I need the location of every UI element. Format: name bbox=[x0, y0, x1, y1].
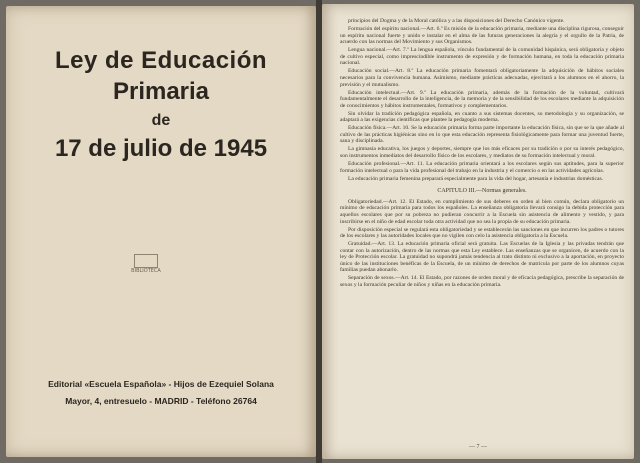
paragraph: Formación del espíritu nacional.—Art. 6.º Es misión de la educación primaria, mediante una disciplina rigurosa, conseguir un espíritu nacional fuerte y unido e instalar en el alma de las futuras generaciones la alegría y el orgullo de la Patria, de acuerdo con las normas del Movimiento y sus Organismos. bbox=[340, 25, 624, 46]
cover-page bbox=[6, 6, 316, 457]
library-stamp-text: BIBLIOTECA bbox=[131, 268, 161, 274]
paragraph: principios del Dogma y de la Moral católica y a las disposiciones del Derecho Canónico vigente. bbox=[348, 18, 565, 24]
title-line-1: Ley de Educación bbox=[54, 47, 268, 74]
page-number: — 7 — bbox=[469, 444, 487, 450]
cover-title bbox=[6, 46, 316, 164]
paragraph: Separación de sexos.—Art. 14. El Estado, por razones de orden moral y de eficacia pedagógica, prescribe la separación de sexos y la formación peculiar de niños y niñas en la educación primaria. bbox=[340, 275, 624, 289]
paragraph: Educación física.—Art. 10. Se la educación primaria forma parte importante la educación física, sin que se la que añade al cultivo de las prácticas higiénicas sino en lo que esta educación representa fisiológicamente para formar una juventud fuerte, sana y disciplinada. bbox=[340, 125, 624, 145]
paragraph: Por disposición especial se regulará esta obligatoriedad y se establecerán las sanciones en que incurren los padres o tutores de los escolares y las autoridades locales que no vigilen con celo la asistencia obligatoria a la Escuela. bbox=[340, 226, 624, 240]
publisher-line-1: Editorial «Escuela Española» - Hijos de Ezequiel Solana bbox=[48, 379, 274, 389]
publisher-block bbox=[6, 376, 316, 410]
title-line-3: de bbox=[151, 112, 171, 129]
paragraph: La educación primaria femenina preparará especialmente para la vida del hogar, artesanía e industrias domésticas. bbox=[348, 175, 604, 182]
paragraph: Educación profesional.—Art. 11. La educación primaria orientará a los escolares según sus aptitudes, para la superior formación intelectual o para la vida profesional del trabajo en la industria y el comercio o en las actividades agrícolas. bbox=[340, 161, 624, 174]
law-text bbox=[340, 18, 624, 290]
title-line-2: Primaria bbox=[112, 78, 210, 105]
paragraph: La gimnasia educativa, los juegos y deportes, siempre que los más eficaces por su tradición o por su interés pedagógico, son instrumentos inmediatos del desarrollo físico de los escolares, y mediatos de su formación intelectual y moral. bbox=[340, 146, 624, 160]
paragraph: Obligatoriedad.—Art. 12. El Estado, en cumplimiento de sus deberes en orden al bien común, declara obligatorio un mínimo de educación primaria para todos los españoles. La enseñanza obligatoria llevará consigo la debida protección para aquellos escolares que por su pobreza no pudieran concurrir a la Escuela sin asistencia de alimento y vestido, y para inscribirse en el niño de edad escolar toda otra actividad que no sea la propia de su educación primaria. bbox=[340, 198, 624, 225]
paragraph: Lengua nacional.—Art. 7.º La lengua española, vínculo fundamental de la comunidad hispánica, será obligatoria y objeto de cultivo especial, como imprescindible instrumento de expresión y de formación humana, en toda la educación primaria nacional. bbox=[340, 47, 624, 67]
library-stamp bbox=[134, 254, 158, 268]
paragraph: Sin olvidar la tradición pedagógica española, en cuanto a sus sistemas docentes, su metodología y su organización, se adaptará a las exigencias científicas que plantee la pedagogía moderna. bbox=[340, 110, 624, 124]
publisher-line-2: Mayor, 4, entresuelo - MADRID - Teléfono 26764 bbox=[65, 396, 257, 406]
paragraph: Gratuidad.—Art. 13. La educación primaria oficial será gratuita. Las Escuelas de la Iglesia y las privadas tendrán que contar con la autorización, dentro de las normas que esta Ley establece. Las enseñanzas que se organicen, de acuerdo con la ley de Protección escolar. La gratuidad no supondrá jamás tendencia al trato distinto ni exclusivo a la aportación, en proyecto único de las instituciones benéficas de la Escuela, de un mínimo de derechos de matrícula por parte de los alumnos cuyas familias puedan abonarlo. bbox=[340, 241, 624, 274]
inner-page bbox=[322, 4, 634, 459]
paragraph: Educación intelectual.—Art. 9.º La educación primaria, además de la formación de la voluntad, cultivará fundamentalmente el desarrollo de la inteligencia, de la memoria y de la sensibilidad de los escolares mediante la adquisición de conocimientos y hábitos instrumentales, formativos y complementarios. bbox=[340, 89, 624, 109]
paragraph: Educación social.—Art. 8.º La educación primaria fomentará obligatoriamente la adquisición de hábitos sociales necesarios para la convivencia humana. Asimismo, mediante prácticas adecuadas, ejercitará a los alumnos en el ahorro, la previsión y el mutualismo. bbox=[340, 68, 624, 88]
title-line-4: 17 de julio de 1945 bbox=[54, 135, 268, 162]
chapter-heading: CAPITULO III.—Normas generales. bbox=[437, 188, 527, 195]
